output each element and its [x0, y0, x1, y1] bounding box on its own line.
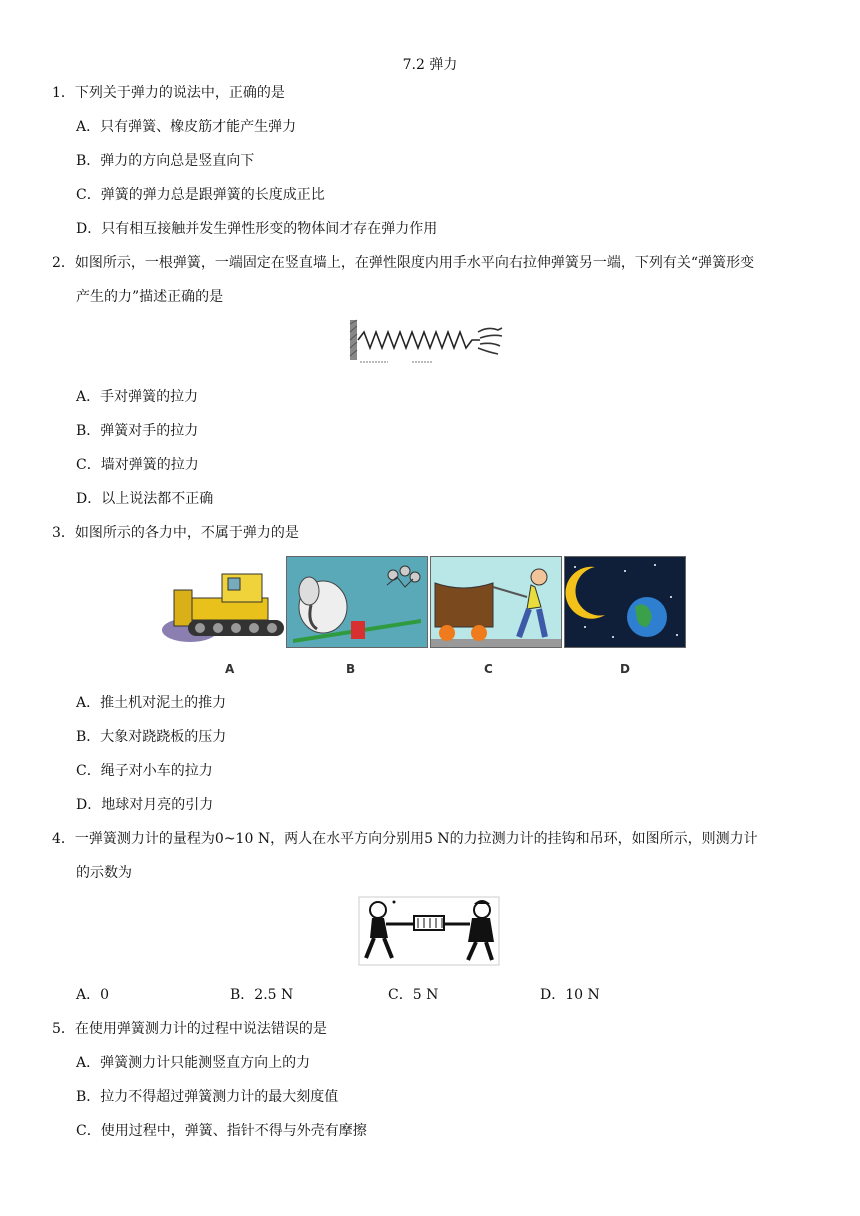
q2-option-d: D．以上说法都不正确	[76, 491, 214, 507]
q5-option-c: C．使用过程中，弹簧、指针不得与外壳有摩擦	[76, 1123, 367, 1139]
question-number: 5．	[52, 1021, 75, 1037]
tug-spring-scale-figure	[358, 896, 500, 966]
q2-option-b: B．弹簧对手的拉力	[76, 423, 199, 439]
q3-option-a: A．推土机对泥土的推力	[76, 695, 227, 711]
elephant-seesaw-illustration	[286, 556, 428, 648]
question-number: 4．	[52, 831, 75, 847]
panel-label-b: B	[346, 662, 356, 676]
page-title: 7.2 弹力	[402, 57, 458, 73]
question-text: 在使用弹簧测力计的过程中说法错误的是	[74, 1021, 327, 1037]
cart-rope-illustration	[430, 556, 562, 648]
question-number: 3．	[52, 525, 75, 541]
question-5-stem	[52, 1018, 327, 1038]
bulldozer-illustration	[160, 556, 286, 648]
moon-earth-illustration	[564, 556, 686, 648]
question-number: 2．	[52, 255, 75, 271]
question-text: 如图所示的各力中，不属于弹力的是	[74, 525, 299, 541]
question-4-stem-line2: 的示数为	[76, 865, 132, 881]
question-text: 下列关于弹力的说法中，正确的是	[74, 85, 285, 101]
question-text: 一弹簧测力计的量程为0~10 N，两人在水平方向分别用5 N的力拉测力计的挂钩和吊环，如图所示，则测力计	[74, 831, 758, 847]
q1-option-d: D．只有相互接触并发生弹性形变的物体间才存在弹力作用	[76, 221, 438, 237]
q4-option-b: B．2.5 N	[230, 987, 294, 1003]
q1-option-b: B．弹力的方向总是竖直向下	[76, 153, 255, 169]
question-number: 1．	[52, 85, 75, 101]
panel-label-a: A	[225, 662, 235, 676]
question-4-stem-line1	[52, 828, 758, 848]
q2-option-c: C．墙对弹簧的拉力	[76, 457, 199, 473]
q3-option-b: B．大象对跷跷板的压力	[76, 729, 227, 745]
q5-option-b: B．拉力不得超过弹簧测力计的最大刻度值	[76, 1089, 339, 1105]
question-text: 如图所示，一根弹簧，一端固定在竖直墙上，在弹性限度内用手水平向右拉伸弹簧另一端，下列有关“弹簧形变	[74, 255, 755, 271]
q2-option-a: A．手对弹簧的拉力	[76, 389, 199, 405]
spring-wall-figure	[348, 318, 504, 366]
q3-option-d: D．地球对月亮的引力	[76, 797, 214, 813]
panel-label-d: D	[620, 662, 630, 676]
question-3-stem	[52, 522, 299, 542]
question-1-stem	[52, 82, 285, 102]
q1-option-a: A．只有弹簧、橡皮筋才能产生弹力	[76, 119, 297, 135]
q5-option-a: A．弹簧测力计只能测竖直方向上的力	[76, 1055, 311, 1071]
q3-option-c: C．绳子对小车的拉力	[76, 763, 213, 779]
q1-option-c: C．弹簧的弹力总是跟弹簧的长度成正比	[76, 187, 325, 203]
q4-option-a: A．0	[76, 987, 110, 1003]
q4-option-d: D．10 N	[540, 987, 600, 1003]
q4-option-c: C．5 N	[388, 987, 439, 1003]
question-2-stem-line2: 产生的力”描述正确的是	[76, 289, 224, 305]
question-2-stem-line1	[52, 252, 754, 272]
panel-label-c: C	[484, 662, 493, 676]
